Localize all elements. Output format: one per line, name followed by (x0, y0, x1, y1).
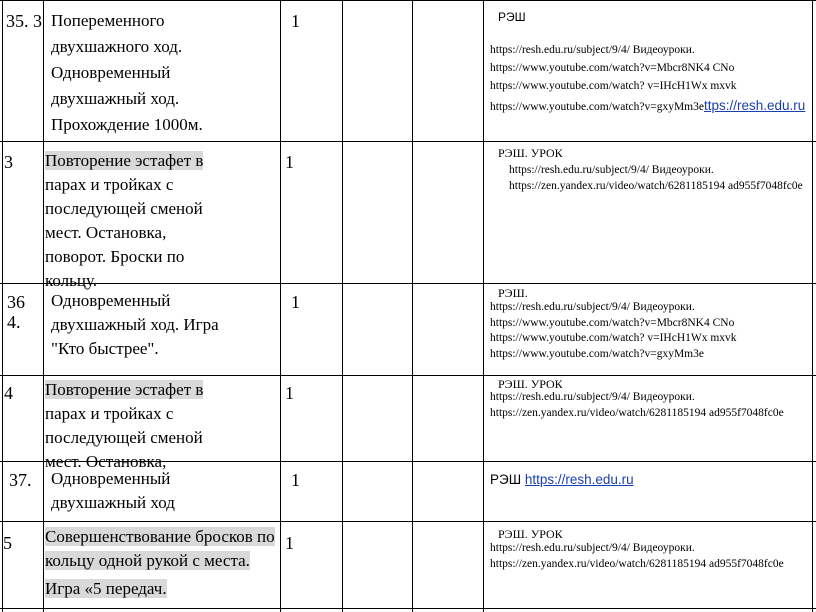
row-divider (0, 521, 816, 522)
hours-count: 1 (291, 292, 300, 312)
resource-links (490, 300, 810, 362)
topic-line: Повторение эстафет в (45, 380, 204, 399)
lesson-topic (45, 149, 277, 290)
hours-count: 1 (291, 11, 300, 31)
resource-title: РЭШ (498, 10, 526, 24)
topic-line: "Кто быстрее". (51, 339, 159, 358)
resource-links (509, 163, 809, 194)
resource-links (490, 390, 810, 421)
resource-title: РЭШ (490, 472, 522, 487)
hours-count: 1 (285, 533, 294, 553)
resource-link[interactable]: https://www.youtube.com/watch?v=Mbcr8NK4 CNo (490, 316, 735, 329)
row-divider (0, 0, 816, 1)
resource-link[interactable]: https://resh.edu.ru/subject/9/4/ Видеоуроки. (490, 391, 695, 403)
resource-link[interactable]: https://www.youtube.com/watch? v=IHcH1Wx mxvk (490, 332, 737, 344)
topic-line: двухшажный ход (51, 493, 175, 512)
topic-line: кольцу одной рукой с места. (45, 551, 250, 570)
topic-line: Одновременный (51, 291, 171, 310)
row-divider (0, 608, 816, 609)
resource-links (490, 541, 810, 572)
resh-link[interactable]: https://resh.edu.ru (524, 472, 634, 487)
topic-line: Прохождение 1000м. (51, 115, 203, 134)
topic-line: двухшажный ход. Игра (51, 315, 219, 334)
topic-line: поворот. Броски по (45, 247, 185, 266)
topic-line: мест. Остановка, (45, 223, 167, 242)
row-number: 4 (4, 383, 13, 403)
topic-line: последующей сменой (45, 199, 203, 218)
lesson-topic (45, 378, 277, 471)
resource-link[interactable]: https://resh.edu.ru/subject/9/4/ Видеоуроки. (490, 542, 695, 554)
topic-line: Одновременный (51, 63, 171, 82)
resource-link[interactable]: https://www.youtube.com/watch?v=Mbcr8NK4 CNo (490, 62, 735, 74)
resource-title: РЭШ. УРОК (498, 527, 563, 541)
resource-links (490, 41, 810, 116)
topic-line: двухшажного ход. (51, 37, 183, 56)
resource-link[interactable]: https://resh.edu.ru/subject/9/4/ Видеоуроки. (490, 301, 695, 313)
row-number: 3 (4, 152, 13, 172)
row-number: 37. (9, 470, 32, 490)
lesson-topic (51, 8, 277, 138)
row-divider (0, 375, 816, 376)
topic-line: парах и тройках с (45, 175, 174, 194)
topic-line: Одновременный (51, 469, 171, 488)
row-number: 36 4. (7, 292, 25, 332)
hours-count: 1 (291, 470, 300, 490)
topic-line: Игра «5 передач. (45, 579, 167, 598)
resource-title: РЭШ. УРОК (498, 146, 563, 160)
resource-link[interactable]: https://zen.yandex.ru/video/watch/6281185194 ad955f7048fc0e (490, 557, 784, 570)
topic-line: двухшажный ход. (51, 89, 180, 108)
lesson-topic (51, 289, 277, 361)
topic-line: Повторение эстафет в (45, 151, 204, 170)
resh-link[interactable]: ttps://resh.edu.ru (704, 98, 806, 113)
hours-count: 1 (285, 152, 294, 172)
topic-line: парах и тройках с (45, 404, 174, 423)
topic-line: последующей сменой (45, 428, 203, 447)
resource-title: РЭШ. (498, 286, 528, 300)
topic-line: кольцу. (45, 271, 98, 290)
resource-link[interactable]: https://zen.yandex.ru/video/watch/6281185194 ad955f7048fc0e (490, 406, 784, 419)
lesson-topic (45, 525, 279, 601)
resource-title: РЭШ. УРОК (498, 377, 563, 391)
resource-link[interactable]: https://zen.yandex.ru/video/watch/6281185194 ad955f7048fc0e (509, 179, 803, 192)
topic-line: Совершенствование бросков по (45, 527, 275, 546)
topic-line: Попеременного (51, 11, 165, 30)
lesson-topic (51, 467, 277, 515)
resource-link[interactable]: https://www.youtube.com/watch?v=gxyMm3e (490, 347, 704, 360)
resource-link[interactable]: https://www.youtube.com/watch?v=gxyMm3e (490, 101, 704, 113)
hours-count: 1 (285, 383, 294, 403)
row-number: 35. 3 (6, 11, 42, 31)
resource-link[interactable]: https://resh.edu.ru/subject/9/4/ Видеоуроки. (509, 164, 714, 176)
topic-line: мест. Остановка, (45, 452, 167, 471)
row-divider (0, 141, 816, 142)
resource-link[interactable]: https://www.youtube.com/watch? v=IHcH1Wx mxvk (490, 80, 737, 92)
resource-link[interactable]: https://resh.edu.ru/subject/9/4/ Видеоуроки. (490, 44, 695, 56)
row-number: 5 (3, 533, 12, 553)
resource-line (490, 471, 810, 489)
